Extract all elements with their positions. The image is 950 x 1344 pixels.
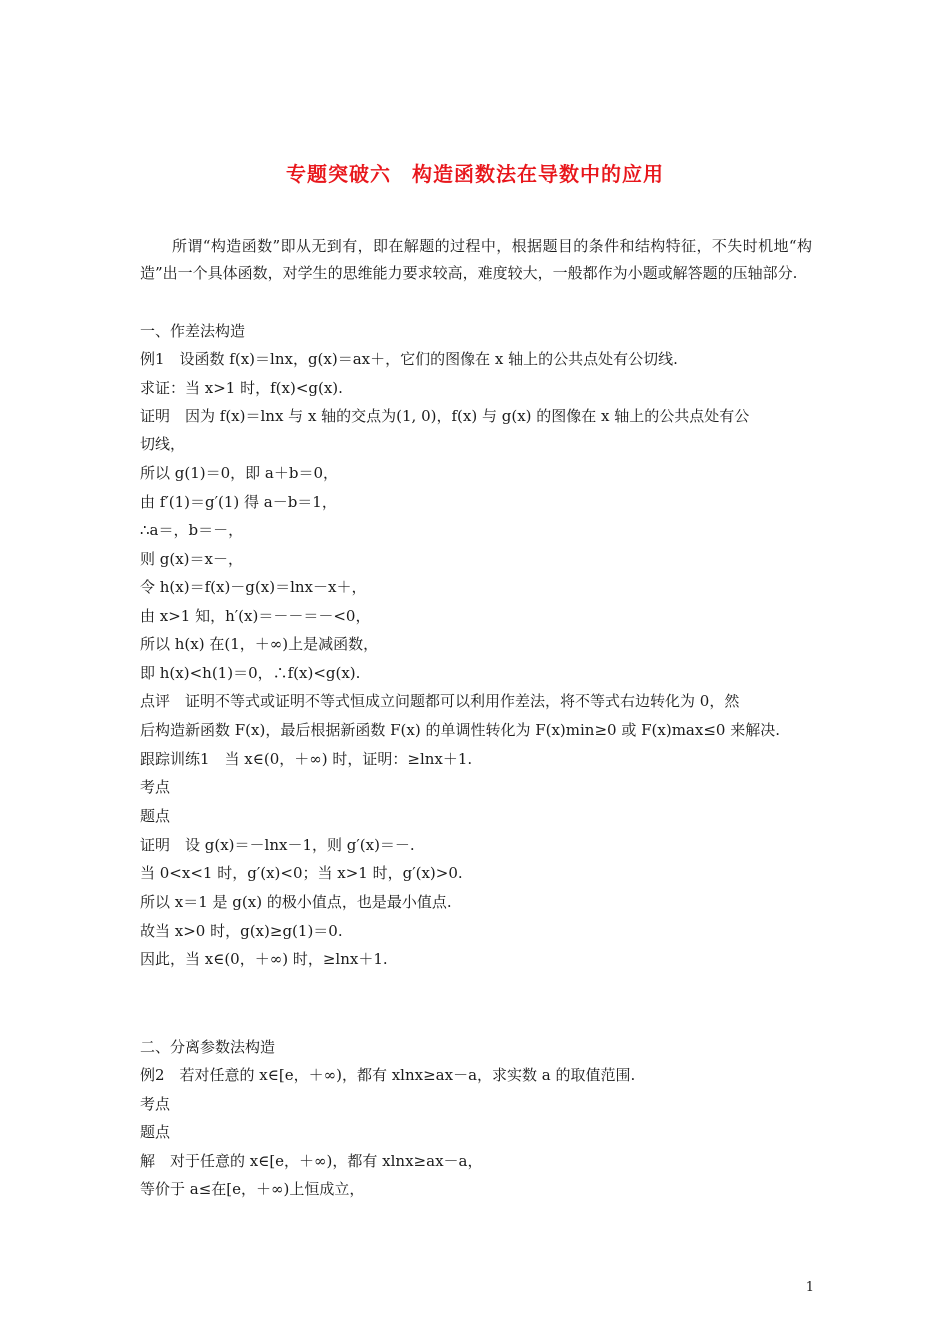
- example-1-statement: 例1 设函数 f(x)＝lnx，g(x)＝ax＋，它们的图像在 x 轴上的公共点处有公切线.: [140, 350, 678, 368]
- topic-label: 考点: [140, 1095, 171, 1113]
- proof-line: 由 x>1 知，h′(x)＝－－＝－<0，: [140, 607, 371, 625]
- example-1-claim: 求证：当 x>1 时，f(x)<g(x).: [140, 379, 343, 397]
- page-number: 1: [805, 1280, 814, 1295]
- proof-line: ∴a＝，b＝－，: [140, 521, 244, 539]
- practice-1-statement: 跟踪训练1 当 x∈(0，＋∞) 时，证明：≥lnx＋1.: [140, 750, 473, 768]
- practice-proof-line: 所以 x＝1 是 g(x) 的极小值点，也是最小值点.: [140, 893, 452, 911]
- solution-line: 等价于 a≤在[e，＋∞)上恒成立，: [140, 1180, 365, 1198]
- example-2-statement: 例2 若对任意的 x∈[e，＋∞)，都有 xlnx≥ax－a，求实数 a 的取值范围.: [140, 1066, 636, 1084]
- proof-line: 令 h(x)＝f(x)－g(x)＝lnx－x＋，: [140, 578, 367, 596]
- remark-line: 后构造新函数 F(x)，最后根据新函数 F(x) 的单调性转化为 F(x)min≥0 或 F(x)max≤0 来解决.: [140, 721, 780, 739]
- proof-line: 则 g(x)＝x－，: [140, 550, 243, 568]
- page-title: 专题突破六 构造函数法在导数中的应用: [286, 162, 664, 186]
- topic-point-label: 题点: [140, 1123, 171, 1141]
- intro-paragraph: 所谓“构造函数”即从无到有，即在解题的过程中，根据题目的条件和结构特征，不失时机地“构造”出一个具体函数，对学生的思维能力要求较高，难度较大，一般都作为小题或解答题的压轴部分.: [140, 237, 812, 282]
- section-heading-difference-method: 一、作差法构造: [140, 322, 246, 340]
- proof-line: 切线，: [140, 435, 186, 453]
- solution-line: 解 对于任意的 x∈[e，＋∞)，都有 xlnx≥ax－a，: [140, 1152, 483, 1170]
- proof-line: 所以 h(x) 在(1，＋∞)上是减函数，: [140, 635, 379, 653]
- practice-proof-line: 证明 设 g(x)＝－lnx－1，则 g′(x)＝－.: [140, 836, 415, 854]
- proof-line: 即 h(x)<h(1)＝0，∴f(x)<g(x).: [140, 664, 361, 682]
- remark-line: 点评 证明不等式或证明不等式恒成立问题都可以利用作差法，将不等式右边转化为 0，然: [140, 692, 740, 710]
- topic-point-label: 题点: [140, 807, 171, 825]
- proof-line: 证明 因为 f(x)＝lnx 与 x 轴的交点为(1, 0)，f(x) 与 g(x) 的图像在 x 轴上的公共点处有公: [140, 407, 750, 425]
- section-heading-separation-method: 二、分离参数法构造: [140, 1038, 276, 1056]
- practice-proof-line: 因此，当 x∈(0，＋∞) 时，≥lnx＋1.: [140, 950, 388, 968]
- practice-proof-line: 当 0<x<1 时，g′(x)<0；当 x>1 时，g′(x)>0.: [140, 864, 463, 882]
- proof-line: 由 f′(1)＝g′(1) 得 a－b＝1，: [140, 493, 337, 511]
- topic-label: 考点: [140, 778, 171, 796]
- proof-line: 所以 g(1)＝0，即 a＋b＝0，: [140, 464, 339, 482]
- practice-proof-line: 故当 x>0 时，g(x)≥g(1)＝0.: [140, 922, 343, 940]
